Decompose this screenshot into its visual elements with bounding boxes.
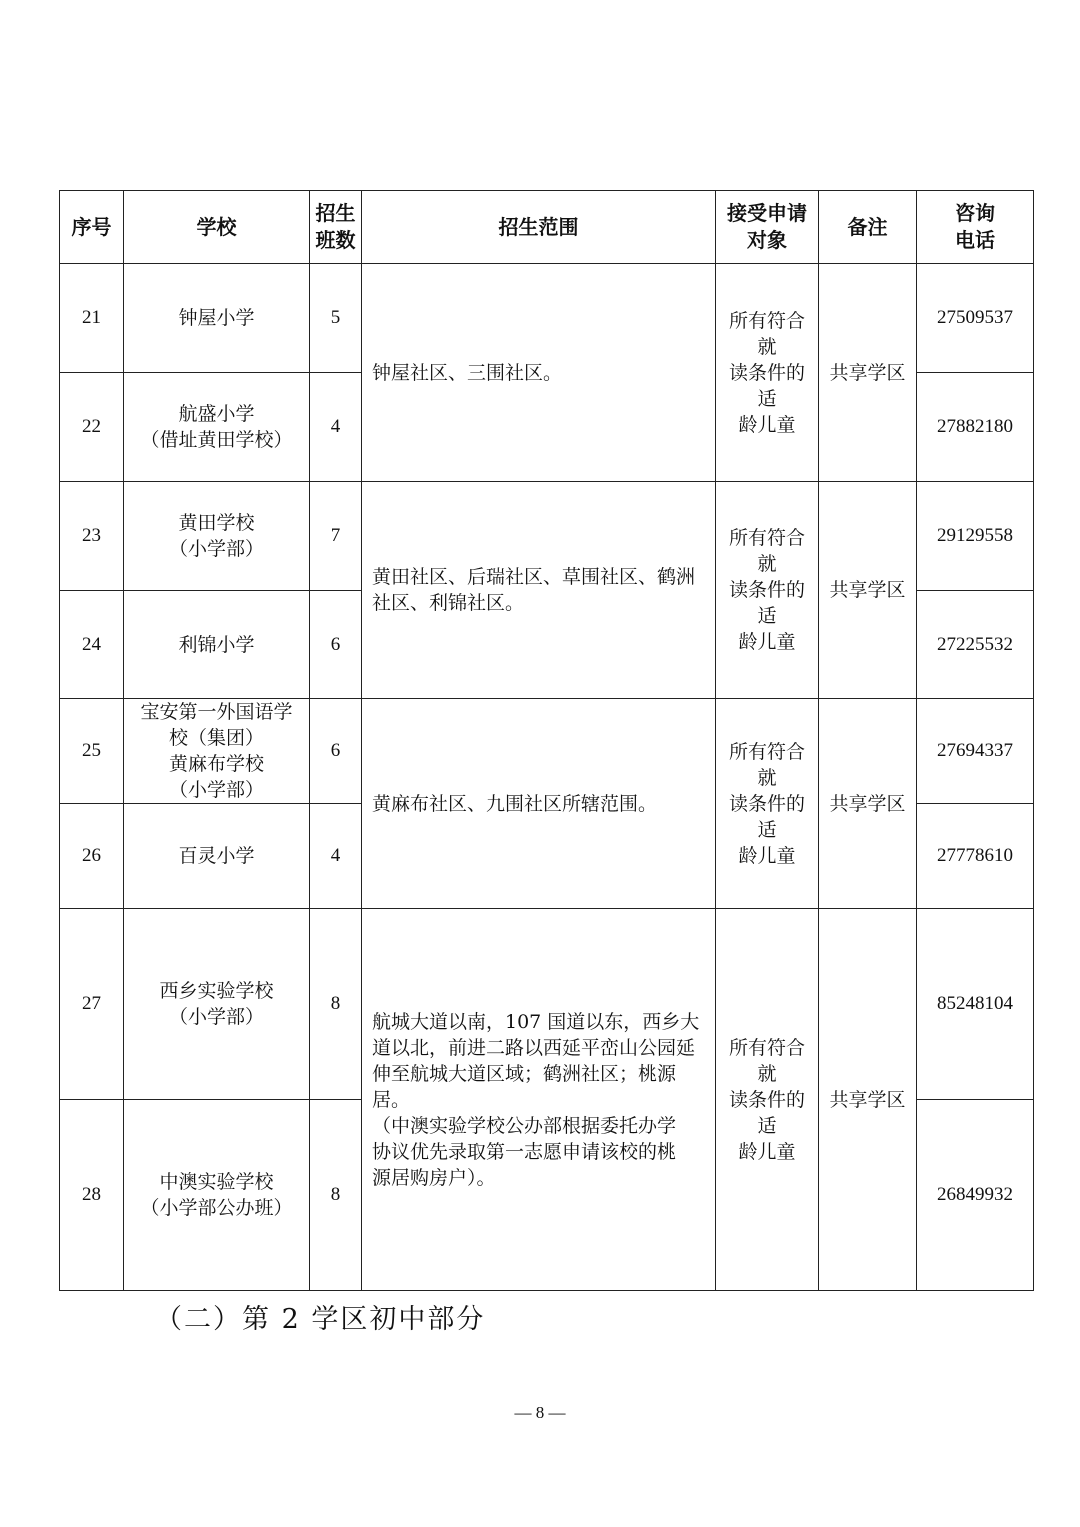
cell-classes: 4 bbox=[310, 804, 362, 909]
header-school: 学校 bbox=[124, 191, 310, 264]
cell-school: 宝安第一外国语学 校（集团） 黄麻布学校 （小学部） bbox=[124, 699, 310, 804]
cell-school: 航盛小学 （借址黄田学校） bbox=[124, 373, 310, 482]
cell-classes: 4 bbox=[310, 373, 362, 482]
cell-range: 航城大道以南，107 国道以东，西乡大 道以北，前进二路以西延平峦山公园延 伸至航城大道区域；鹤洲社区；桃源居。 （中澳实验学校公办部根据委托办学 协议优先录取第一志愿申请该校的桃 源居购房户）。 bbox=[362, 909, 716, 1291]
header-applicants: 接受申请 对象 bbox=[716, 191, 819, 264]
cell-range: 钟屋社区、三围社区。 bbox=[362, 264, 716, 482]
cell-seq: 24 bbox=[60, 591, 124, 699]
section-title: （二）第 2 学区初中部分 bbox=[155, 1304, 486, 1335]
cell-range: 黄田社区、后瑞社区、草围社区、鹤洲 社区、利锦社区。 bbox=[362, 482, 716, 699]
cell-seq: 21 bbox=[60, 264, 124, 373]
cell-remark: 共享学区 bbox=[819, 699, 917, 909]
enrollment-table bbox=[59, 190, 1034, 1291]
cell-phone: 85248104 bbox=[917, 909, 1034, 1100]
header-range: 招生范围 bbox=[362, 191, 716, 264]
cell-school: 中澳实验学校 （小学部公办班） bbox=[124, 1100, 310, 1291]
cell-school: 钟屋小学 bbox=[124, 264, 310, 373]
cell-applicants: 所有符合就 读条件的适 龄儿童 bbox=[716, 909, 819, 1291]
page-number: — 8 — bbox=[514, 1403, 566, 1422]
cell-school: 西乡实验学校 （小学部） bbox=[124, 909, 310, 1100]
cell-classes: 6 bbox=[310, 591, 362, 699]
cell-classes: 8 bbox=[310, 1100, 362, 1291]
cell-phone: 27882180 bbox=[917, 373, 1034, 482]
table-row bbox=[60, 909, 1034, 1100]
cell-seq: 27 bbox=[60, 909, 124, 1100]
cell-phone: 27694337 bbox=[917, 699, 1034, 804]
cell-applicants: 所有符合就 读条件的适 龄儿童 bbox=[716, 699, 819, 909]
header-seq: 序号 bbox=[60, 191, 124, 264]
cell-remark: 共享学区 bbox=[819, 482, 917, 699]
cell-phone: 27225532 bbox=[917, 591, 1034, 699]
cell-seq: 25 bbox=[60, 699, 124, 804]
cell-classes: 7 bbox=[310, 482, 362, 591]
table-row bbox=[60, 699, 1034, 804]
header-classes: 招生 班数 bbox=[310, 191, 362, 264]
table-body bbox=[60, 264, 1034, 1291]
cell-remark: 共享学区 bbox=[819, 909, 917, 1291]
cell-applicants: 所有符合就 读条件的适 龄儿童 bbox=[716, 264, 819, 482]
table-row bbox=[60, 482, 1034, 591]
cell-phone: 26849932 bbox=[917, 1100, 1034, 1291]
table-header-row bbox=[60, 191, 1034, 264]
cell-phone: 29129558 bbox=[917, 482, 1034, 591]
cell-classes: 5 bbox=[310, 264, 362, 373]
table-row bbox=[60, 264, 1034, 373]
cell-classes: 6 bbox=[310, 699, 362, 804]
cell-seq: 28 bbox=[60, 1100, 124, 1291]
cell-seq: 23 bbox=[60, 482, 124, 591]
cell-seq: 26 bbox=[60, 804, 124, 909]
header-remark: 备注 bbox=[819, 191, 917, 264]
cell-school: 百灵小学 bbox=[124, 804, 310, 909]
header-phone: 咨询 电话 bbox=[917, 191, 1034, 264]
cell-school: 黄田学校 （小学部） bbox=[124, 482, 310, 591]
cell-school: 利锦小学 bbox=[124, 591, 310, 699]
cell-phone: 27778610 bbox=[917, 804, 1034, 909]
cell-applicants: 所有符合就 读条件的适 龄儿童 bbox=[716, 482, 819, 699]
cell-range: 黄麻布社区、九围社区所辖范围。 bbox=[362, 699, 716, 909]
cell-phone: 27509537 bbox=[917, 264, 1034, 373]
cell-remark: 共享学区 bbox=[819, 264, 917, 482]
cell-classes: 8 bbox=[310, 909, 362, 1100]
cell-seq: 22 bbox=[60, 373, 124, 482]
